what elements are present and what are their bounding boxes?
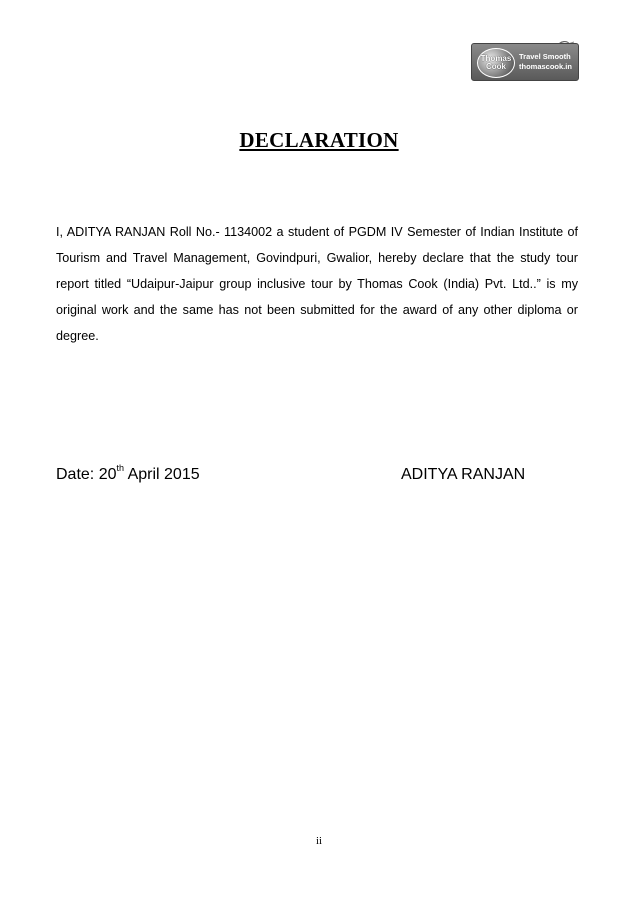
date-line xyxy=(56,463,200,484)
date-label: Date: 20 xyxy=(56,466,117,483)
date-suffix: th xyxy=(116,463,124,473)
logo-tagline: Travel Smooth xyxy=(519,52,571,61)
page-title: DECLARATION xyxy=(239,128,399,152)
signature-name: ADITYA RANJAN xyxy=(401,466,526,483)
logo-site: thomascook.in xyxy=(519,62,572,71)
thomas-cook-logo xyxy=(471,43,579,81)
date-rest: April 2015 xyxy=(124,466,200,483)
declaration-paragraph: I, ADITYA RANJAN Roll No.- 1134002 a student of PGDM IV Semester of Indian Institute of Tourism and Travel Management, Govindpuri, Gwalior, hereby declare that the study tour report titled “Udaipur-Jaipur group inclusive tour by Thomas Cook (India) Pvt. Ltd..” is my original work and the same has not been submitted for the award of any other diploma or degree. xyxy=(56,225,578,343)
logo-text xyxy=(519,52,572,72)
page-number: ii xyxy=(315,835,323,847)
globe-icon xyxy=(477,48,515,78)
logo-brand-line1: Thomas xyxy=(480,54,512,63)
logo-brand-line2: Cook xyxy=(486,62,506,71)
